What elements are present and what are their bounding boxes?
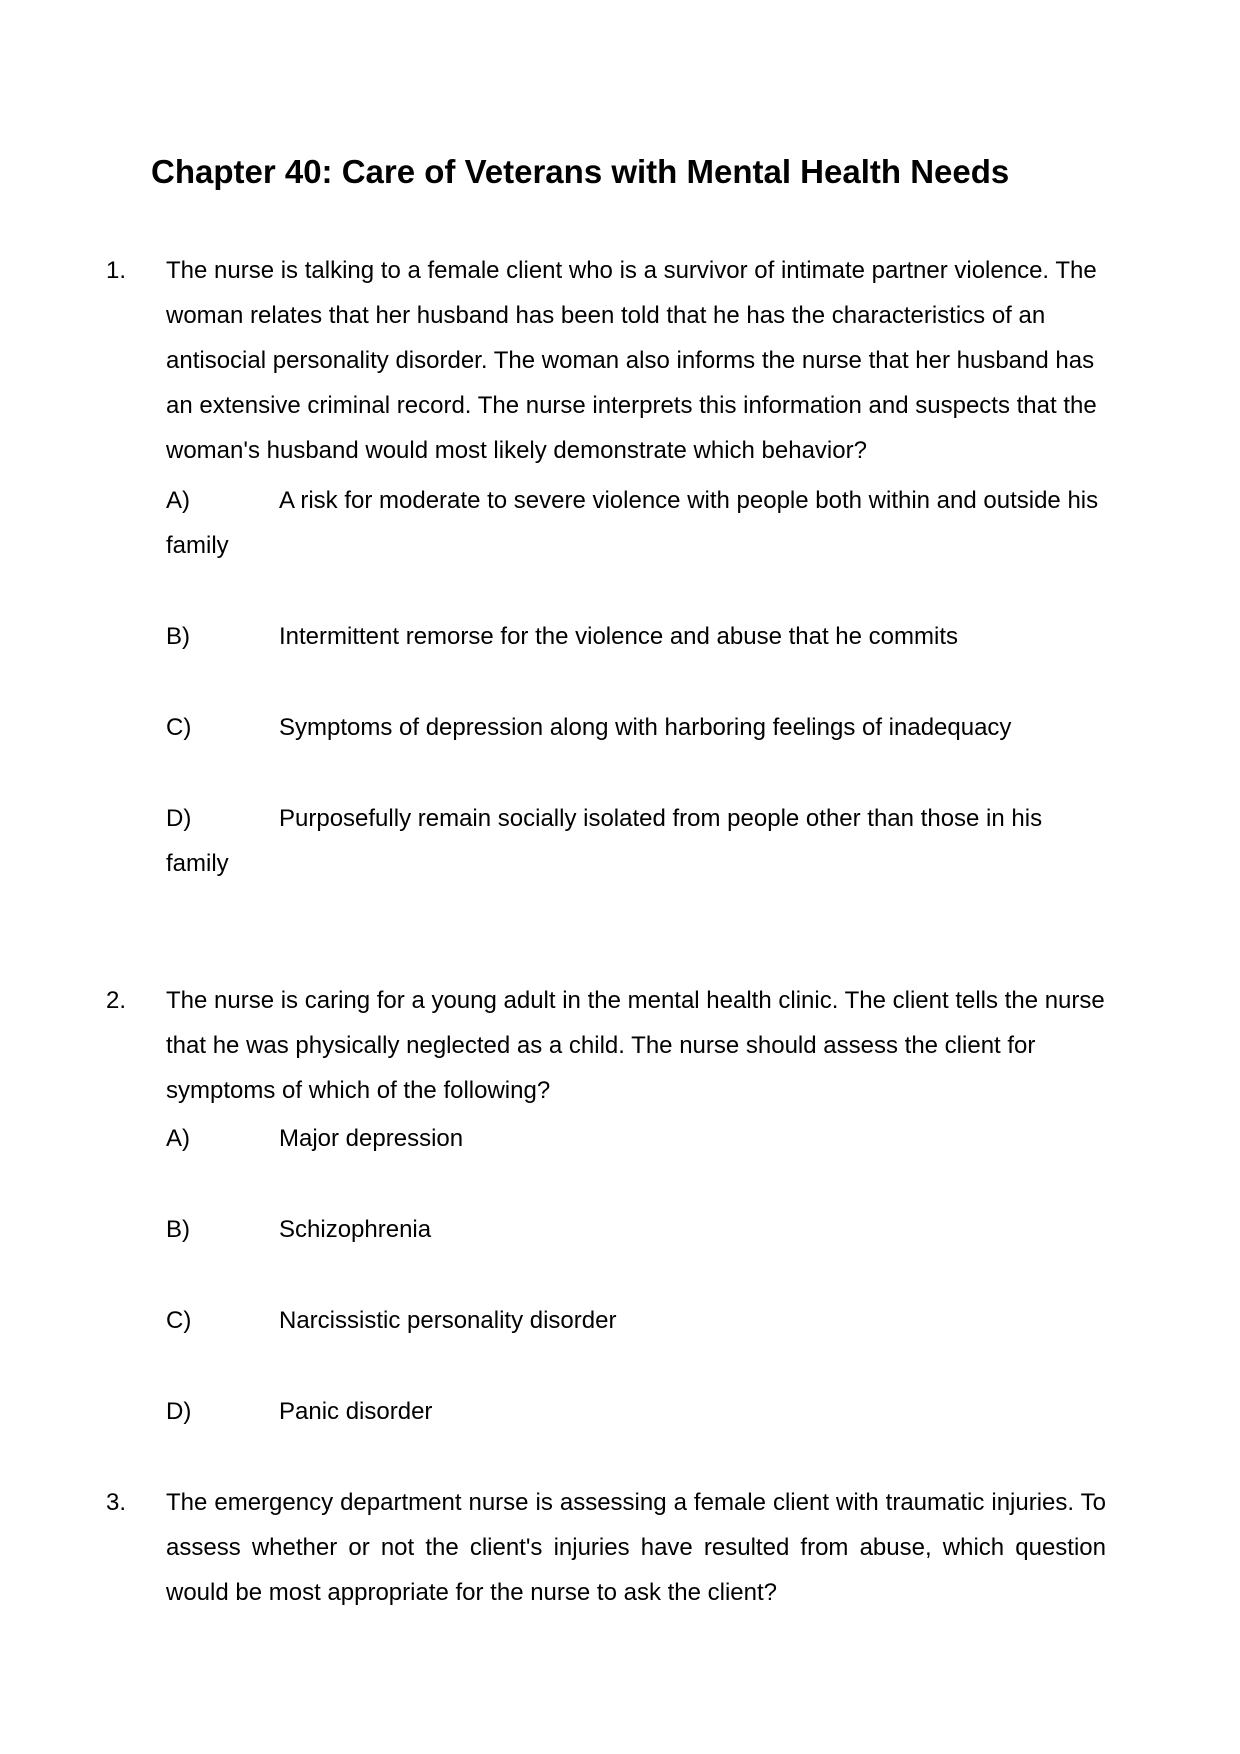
option-a [166, 478, 1106, 568]
question-stem: The nurse is talking to a female client who is a survivor of intimate partner violence. The woman relates that her husband has been told that he has the characteristics of an antisocial personality disorder. The woman also informs the nurse that her husband has an extensive criminal record. The nurse interprets this information and suspects that the woman's husband would most likely demonstrate which behavior? [166, 257, 1097, 464]
option-text: Panic disorder [279, 1398, 433, 1425]
option-letter: C) [166, 714, 192, 741]
option-a [166, 1116, 1106, 1161]
option-d [166, 796, 1106, 886]
option-text: A risk for moderate to severe violence with people both within and outside his family [166, 487, 1099, 559]
option-letter: D) [166, 805, 192, 832]
option-c [166, 1298, 1106, 1343]
option-letter: A) [166, 487, 190, 514]
option-b [166, 1207, 1106, 1252]
option-text: Purposefully remain socially isolated from people other than those in his family [166, 805, 1043, 877]
question-stem: The nurse is caring for a young adult in the mental health clinic. The client tells the nurse that he was physically neglected as a child. The nurse should assess the client for symptoms of which of the following? [166, 987, 1105, 1104]
question-2 [106, 978, 1106, 1434]
option-letter: D) [166, 1398, 192, 1425]
chapter-title: Chapter 40: Care of Veterans with Mental Health Needs [151, 153, 1010, 190]
option-b [166, 614, 1106, 659]
option-letter: A) [166, 1125, 190, 1152]
question-number: 1. [106, 257, 127, 284]
option-c [166, 705, 1106, 750]
option-letter: C) [166, 1307, 192, 1334]
option-text: Narcissistic personality disorder [279, 1307, 617, 1334]
option-letter: B) [166, 1216, 190, 1243]
option-text: Schizophrenia [279, 1216, 432, 1243]
question-stem: The emergency department nurse is assessing a female client with traumatic injuries. To assess whether or not the client's injuries have resulted from abuse, which question would be most appropriate for the nurse to ask the client? [166, 1489, 1106, 1606]
question-3 [106, 1480, 1106, 1615]
question-1 [106, 248, 1106, 886]
question-number: 3. [106, 1489, 127, 1516]
option-text: Symptoms of depression along with harboring feelings of inadequacy [279, 714, 1012, 741]
option-letter: B) [166, 623, 190, 650]
option-text: Major depression [279, 1125, 464, 1152]
option-d [166, 1389, 1106, 1434]
option-text: Intermittent remorse for the violence and abuse that he commits [279, 623, 958, 650]
question-number: 2. [106, 987, 127, 1014]
